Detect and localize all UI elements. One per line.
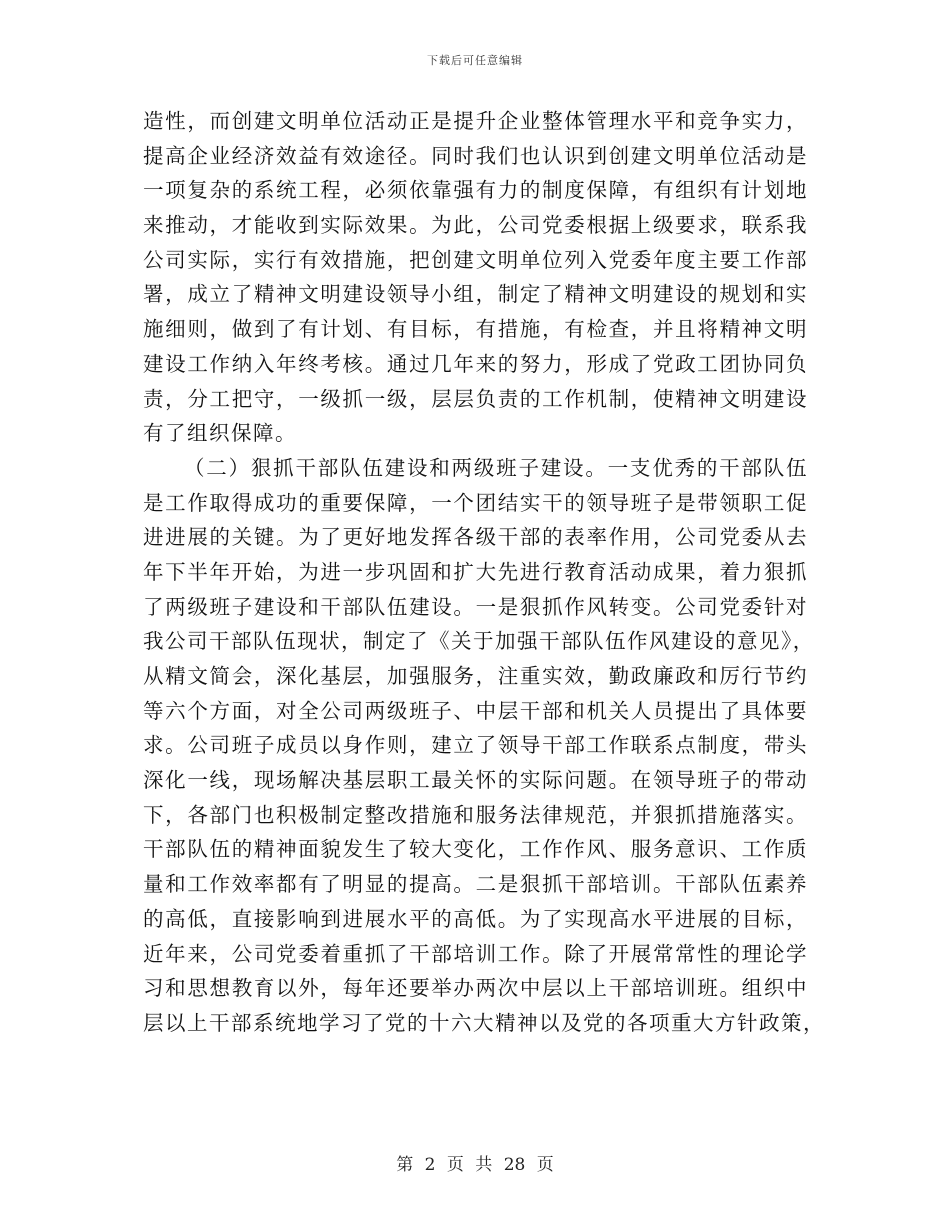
paragraph-2-line: 求。公司班子成员以身作则，建立了领导干部工作联系点制度，带头: [143, 733, 808, 758]
paragraph-2-line: 深化一线，现场解决基层职工最关怀的实际问题。在领导班子的带动: [143, 768, 808, 793]
paragraph-2-line: 从精文简会，深化基层，加强服务，注重实效，勤政廉政和厉行节约: [143, 664, 808, 688]
paragraph-2-line: 近年来，公司党委着重抓了干部培训工作。除了开展常常性的理论学: [143, 941, 808, 966]
paragraph-2-line: 我公司干部队伍现状，制定了《关于加强干部队伍作风建设的意见》，: [143, 629, 815, 654]
page-number-footer: 第 2 页 共 28 页: [396, 1155, 554, 1175]
paragraph-2-line: 干部队伍的精神面貌发生了较大变化，工作作风、服务意识、工作质: [143, 837, 808, 862]
paragraph-2-line: 了两级班子建设和干部队伍建设。一是狠抓作风转变。公司党委针对: [143, 594, 808, 619]
paragraph-2-line: 量和工作效率都有了明显的提高。二是狠抓干部培训。干部队伍素养: [143, 872, 808, 897]
paragraph-2-first-line: （二）狠抓干部队伍建设和两级班子建设。一支优秀的干部队伍: [184, 455, 808, 480]
paragraph-1-line: 建设工作纳入年终考核。通过几年来的努力，形成了党政工团协同负: [143, 351, 808, 376]
document-body: [143, 104, 825, 1041]
paragraph-2-line: 进进展的关键。为了更好地发挥各级干部的表率作用，公司党委从去: [143, 525, 808, 550]
paragraph-1-line: 公司实际，实行有效措施，把创建文明单位列入党委年度主要工作部: [143, 247, 808, 272]
paragraph-1-line: 来推动，才能收到实际效果。为此，公司党委根据上级要求，联系我: [143, 213, 808, 238]
paragraph-2-line: 的高低，直接影响到进展水平的高低。为了实现高水平进展的目标，: [143, 906, 808, 931]
paragraph-2-line: 习和思想教育以外，每年还要举办两次中层以上干部培训班。组织中: [143, 976, 808, 1001]
paragraph-1-line: 提高企业经济效益有效途径。同时我们也认识到创建文明单位活动是: [143, 143, 808, 168]
paragraph-2-line: 年下半年开始，为进一步巩固和扩大先进行教育活动成果，着力狠抓: [143, 559, 808, 584]
paragraph-2-line: 层以上干部系统地学习了党的十六大精神以及党的各项重大方针政策，: [143, 1010, 825, 1035]
paragraph-1-line: 一项复杂的系统工程，必须依靠强有力的制度保障，有组织有计划地: [143, 178, 808, 203]
paragraph-1-line: 责，分工把守，一级抓一级，层层负责的工作机制，使精神文明建设: [143, 386, 808, 411]
paragraph-1-last-line: 有了组织保障。: [143, 421, 297, 446]
paragraph-1-line: 造性，而创建文明单位活动正是提升企业整体管理水平和竞争实力，: [143, 109, 808, 133]
paragraph-1-line: 施细则，做到了有计划、有目标，有措施，有检查，并且将精神文明: [143, 317, 808, 342]
paragraph-2-line: 是工作取得成功的重要保障，一个团结实干的领导班子是带领职工促: [143, 490, 808, 515]
paragraph-1-line: 署，成立了精神文明建设领导小组，制定了精神文明建设的规划和实: [143, 282, 808, 307]
paragraph-2-line: 下，各部门也积极制定整改措施和服务法律规范，并狠抓措施落实。: [143, 802, 808, 827]
paragraph-2-line: 等六个方面，对全公司两级班子、中层干部和机关人员提出了具体要: [143, 698, 808, 723]
page-header: 下载后可任意编辑: [427, 54, 523, 67]
